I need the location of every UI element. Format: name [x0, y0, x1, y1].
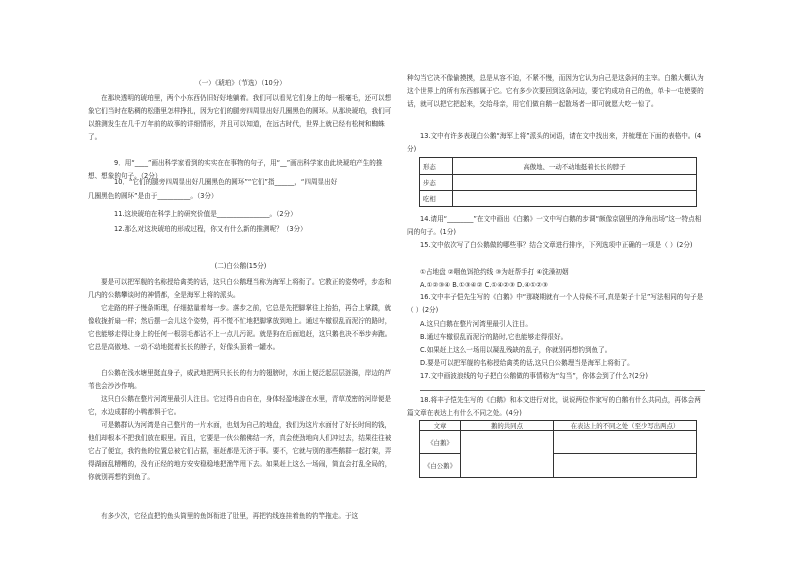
q18-table-row — [420, 431, 697, 454]
passage2-continuation: 种勾当它决不像偷摸摸，总是从容不迫，不紧不慢，而因为它认为自己是这条河的主宰。白鹅大概认为这个世界上的所有东西都属于它。它有多少次要回到这条河边，要它钓成功自己的鱼，单卡一屯使要的话，就可以把它把起来，交给母亲，用它们做自鹅一起散场者一即可就愿大吃一惊了。 — [407, 74, 704, 108]
q13-answer-cell[interactable]: 高傲地、一动不动地挺着长长的脖子 — [453, 158, 697, 175]
question-16-option-c: C.如果赶上这么一场用以凝乱残缺的乱子，你就别再想钓到鱼了。 — [420, 346, 612, 354]
q18-header-cell: 文章 — [420, 421, 461, 431]
q18-header-cell: 鹅的共同点 — [461, 421, 554, 431]
q13-label: 步态 — [420, 175, 453, 191]
passage2-paragraph-6: 有多少次，它径直把钓鱼头筒里的鱼饵衔进了肚里，再把钓线连挂着鱼的钓竿拖走。于这 — [101, 512, 359, 520]
q13-table-row — [420, 158, 697, 175]
question-15: 15.文中依次写了白公鹅做的哪些事？结合文章进行排序，下列选项中正确的一项是（ ）(2分) — [420, 241, 693, 249]
passage2-paragraph-4: 这只白公鹅在整片河湾里最引人注目。它过得自由自在，身体轻盈地游在水里，青草茂密的河岸便是它，水边成群的小鸭都惧于它。 — [88, 395, 392, 416]
question-9: 9．用“____”画出科学家看到的实实在在事物的句子，用“__”画出科学家由此块琥珀产生的推想、想象的句子。（2分） — [88, 159, 383, 180]
right-column — [407, 0, 707, 561]
left-column — [88, 0, 393, 561]
q13-table-row — [420, 191, 697, 207]
question-17: 17.文中画波浪线的句子把白公鹅做的事情称为“勾当”，你体会到了什么?(2分) — [420, 372, 648, 380]
question-18-table — [419, 420, 697, 478]
passage2-paragraph-2: 它走路的样子慢条斯理，仔细掂量着每一步。落步之前，它总是先把脚掌往上抬抬，再合上掌蹼，就像收拢折扇一样；然后摆一会儿这个姿势，再不慌不忙地把脚掌放到地上。通过车辙很乱而泥泞的路时，它也能够走得让身上的任何一根羽毛都沾不上一点儿污泥。就是狗在后面追赶，这只鹅也决不举步奔跑。它总是高傲地、一动不动地挺着长长的脖子，好像头顶着一罐水。 — [88, 304, 392, 351]
passage2-paragraph-5: 可是鹅群认为河湾是自己整片的一片水面，也划为自己的地盘，我们为这片水面付了好长时间的钱，他们却根本不把我们放在眼里。而且，它要是一伙公鹅佛结一齐，真会使劲地向人们冲过去，结果往往被它占了便宜，我钓鱼的位置总被它们占据，驱赶都是无济于事。要不，它就与别的那些鹅群一起打架，弄得湖面乱糟糟的，没有正经的地方安安稳稳地把渔竿甩下去。如果赶上这么一场闹，简直会打乱全局的，你就别再想钓到鱼了。 — [88, 421, 392, 481]
q18-article-name: 《白鹅》 — [420, 431, 461, 454]
question-10-line2: 几圈黑色的圆环”是由于__________。（3分） — [88, 192, 218, 200]
q18-difference-answer-cell[interactable] — [554, 431, 697, 454]
q18-difference-answer-cell[interactable] — [554, 454, 697, 478]
passage2-paragraph-1: 要是可以把军舰的名称授给禽类的话，这只白公鹅理当称为海军上将衔了。它教正的姿势呼，步态和几内的公鹅攀谈时的神情都，全是海军上将的派头。 — [88, 278, 392, 299]
section1-title: （一）《琥珀》（节选）（10分） — [195, 79, 286, 87]
question-10-line1: 10．“它们的腿旁四周显出好几圈黑色的圆环”“它们”指______，“四周显出好 — [114, 178, 338, 186]
question-16-option-b: B.通过车辙很乱而泥泞的路时,它也能够走得很好。 — [420, 333, 568, 341]
section2-title: (二)白公鹅(15分) — [214, 262, 267, 270]
question-13-table — [419, 157, 697, 207]
question-16-option-a: A.这只白鹅在整片河湾里最引人注目。 — [420, 320, 532, 328]
q18-common-answer-cell[interactable] — [461, 431, 554, 478]
question-16-option-d: D.要是可以把军舰的名称授给禽类的话,这只白公鹅理当是海军上将衔了。 — [420, 359, 634, 367]
question-12: 12.那么对这块琥珀的形成过程，你又有什么新的推测呢？（3分） — [114, 225, 307, 233]
question-13: 13.文中有许多表现白公鹅“海军上将”派头的词语，请在文中找出来，并梳理在下面的表格中。(4分) — [407, 132, 702, 153]
q18-table-header — [420, 421, 697, 431]
q18-header-cell: 在表达上的不同之处（至少写出两点） — [554, 421, 697, 431]
question-16: 16.文中丰子恺先生写的《白鹅》中“那晓期就有一个人侍候不可,真是架子十足”写法相同的句子是（ ）(2分) — [407, 293, 704, 314]
question-14: 14.请用“________”在文中画出《白鹅》一文中写白鹅的步调“颇像京剧里的净角出场”这一特点相同的句子。(1分) — [407, 215, 702, 236]
question-11: 11.这块琥珀在科学上的研究价值是________________。（2分） — [114, 210, 297, 218]
passage1-body: 在那块透明的琥珀里，两个小东西仍旧好好地躺着。我们可以看见它们身上的每一根毫毛，还可以想象它们当时在粘稠的松脂里怎样挣扎，因为它们的腿旁四周显出好几圈黑色的圆环。从那块琥珀，我们可以推测发生在几千万年前的故事的详细情形，并且可以知道，在远古时代，世界上就已经有松树和蜘蛛了。 — [88, 94, 392, 141]
q18-article-name: 《白公鹅》 — [420, 454, 461, 478]
question-15-options: A.①②③④ B.①③④② C.①④②③ D.④①②③ — [420, 281, 548, 289]
question-15-items: ①占地盘 ②咽鱼饵抢约线 ③为赶帮手打 ④洗澡初姻 — [420, 268, 569, 276]
q13-answer-cell[interactable] — [453, 175, 697, 191]
q13-label: 形态 — [420, 158, 453, 175]
question-18: 18.将丰子恺先生写的《白鹅》和本文进行对比，说说两位作家写的白鹅有什么共同点，再体会两篇文章在表达上有什么不同之处。(4分) — [407, 396, 701, 417]
q13-table-row — [420, 175, 697, 191]
passage2-paragraph-3: 白公鹅在浅水塘里挺直身子，威武地把两只长长的有力的翅膀时，水面上便泛起层层涟漪，岸边的芦苇也会沙沙作响。 — [88, 369, 392, 390]
q13-answer-cell[interactable] — [453, 191, 697, 207]
q13-label: 吃相 — [420, 191, 453, 207]
answer-line[interactable] — [420, 390, 705, 391]
